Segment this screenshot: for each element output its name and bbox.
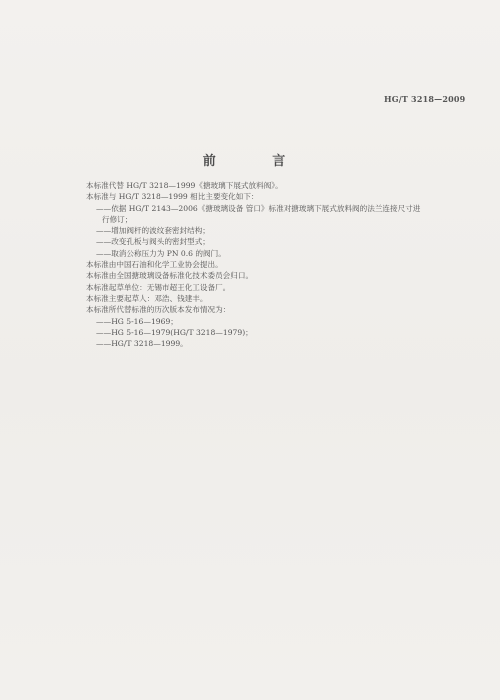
standard-code: HG/T 3218—2009: [384, 94, 466, 104]
paragraph: 本标准起草单位：无锡市超王化工设备厂。: [86, 282, 231, 292]
list-item: ——依据 HG/T 2143—2006《搪玻璃设备 管口》标准对搪玻璃下展式放料阀的法兰连接尺寸进: [96, 203, 421, 213]
paragraph: 本标准代替 HG/T 3218—1999《搪玻璃下展式放料阀》。: [86, 181, 283, 190]
list-item: ——增加阀杆的波纹套密封结构；: [96, 226, 210, 236]
list-item: ——HG/T 3218—1999。: [96, 339, 188, 349]
list-item: ——HG 5-16—1969；: [96, 316, 178, 326]
paragraph: 本标准由中国石油和化学工业协会提出。: [86, 260, 223, 270]
foreword-body: [70, 180, 430, 349]
list-item: ——取消公称压力为 PN 0.6 的阀门。: [96, 248, 226, 258]
list-item-continuation: 行修订；: [102, 214, 133, 224]
paragraph: 本标准与 HG/T 3218—1999 相比主要变化如下：: [86, 192, 259, 202]
page-title: 前 言: [202, 154, 312, 169]
paragraph: 本标准所代替标准的历次版本发布情况为：: [86, 305, 231, 315]
list-item: ——HG 5-16—1979(HG/T 3218—1979)；: [96, 327, 253, 337]
list-item: ——改变孔板与阀头的密封型式；: [96, 237, 210, 247]
paragraph: 本标准由全国搪玻璃设备标准化技术委员会归口。: [86, 271, 254, 281]
paragraph: 本标准主要起草人：邓浩、钱建丰。: [86, 293, 208, 303]
